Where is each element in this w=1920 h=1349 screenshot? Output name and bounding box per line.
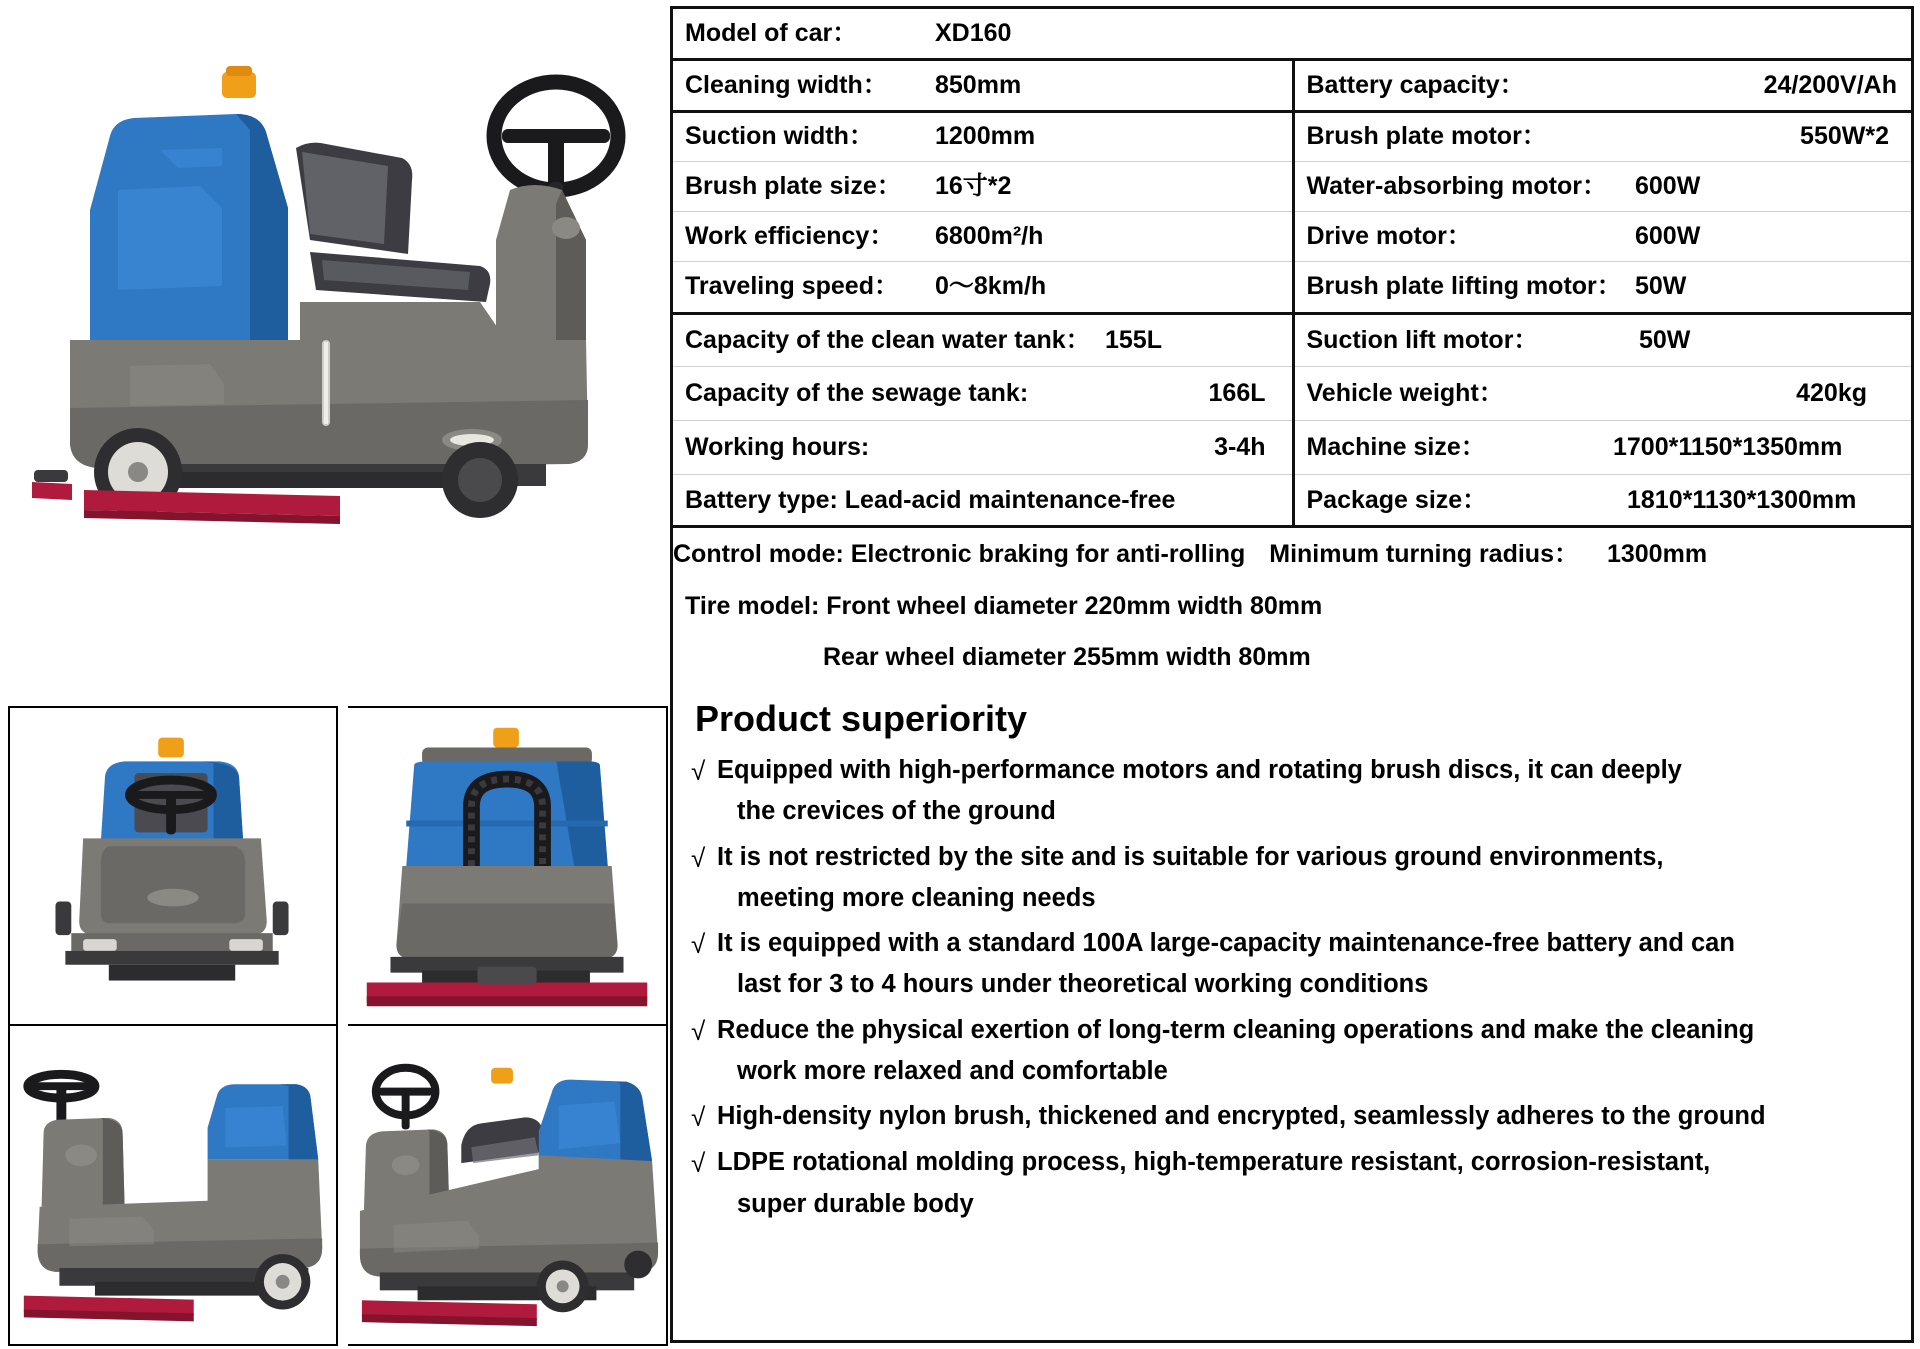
- list-item: [691, 1096, 1901, 1138]
- spec-label: Working hours:: [673, 421, 1093, 475]
- list-item: [691, 1010, 1901, 1093]
- list-item-text: [717, 1096, 1766, 1137]
- spec-value: 850mm: [923, 59, 1293, 111]
- turning-radius-label: Minimum turning radius：: [1269, 540, 1579, 568]
- list-item-line1: High-density nylon brush, thickened and encrypted, seamlessly adheres to the ground: [717, 1102, 1766, 1131]
- spec-value: 600W: [1623, 161, 1911, 211]
- spec-label: Cleaning width：: [673, 59, 923, 111]
- spec-value: 0～8km/h: [923, 261, 1293, 313]
- table-row: [673, 367, 1911, 421]
- product-photo-front: [8, 706, 338, 1026]
- list-item-text: [717, 1142, 1710, 1225]
- product-photo-side: [8, 1026, 338, 1346]
- check-icon: √: [691, 842, 706, 873]
- check-icon: √: [691, 929, 706, 960]
- specification-panel: [670, 6, 1914, 1343]
- spec-value: 1700*1150*1350mm: [1603, 421, 1911, 475]
- list-item: [691, 837, 1901, 920]
- spec-label: Machine size：: [1293, 421, 1603, 475]
- list-item-text: [717, 837, 1664, 920]
- list-item-line1: LDPE rotational molding process, high-temperature resistant, corrosion-resistant,: [717, 1148, 1711, 1177]
- spec-table-top: [673, 9, 1911, 315]
- product-photo-main: [0, 0, 668, 700]
- spec-value: [1623, 9, 1911, 59]
- check-icon: √: [691, 756, 706, 786]
- spec-label: Model of car：: [673, 9, 923, 59]
- table-row: [673, 111, 1911, 161]
- spec-value: 600W: [1623, 211, 1911, 261]
- freeform-spec-block: [673, 528, 1911, 672]
- table-row: [673, 421, 1911, 475]
- product-photo-angle: [348, 1026, 668, 1346]
- spec-label: Drive motor：: [1293, 211, 1623, 261]
- spec-label: Vehicle weight：: [1293, 367, 1603, 421]
- spec-label: Battery type: Lead-acid maintenance-free: [673, 475, 1293, 527]
- list-item-text: [717, 1010, 1754, 1093]
- product-superiority-list: [673, 750, 1911, 1225]
- tire-front-text: Tire model: Front wheel diameter 220mm width 80mm: [685, 592, 1323, 620]
- spec-value: 24/200V/Ah: [1623, 59, 1911, 111]
- control-mode-row: [673, 534, 1911, 570]
- spec-label: Package size：: [1293, 475, 1603, 527]
- spec-value: 155L: [1093, 315, 1293, 367]
- spec-value: 50W: [1623, 261, 1911, 313]
- list-item: [691, 750, 1901, 833]
- table-row: [673, 161, 1911, 211]
- table-row: [673, 211, 1911, 261]
- table-row: [673, 9, 1911, 59]
- product-photo-rear: [348, 706, 668, 1026]
- spec-label: Brush plate size：: [673, 161, 923, 211]
- spec-value: XD160: [923, 9, 1293, 59]
- control-mode-text: Control mode: Electronic braking for anti-rolling: [673, 540, 1246, 568]
- table-row: [673, 59, 1911, 111]
- spec-label: Suction lift motor：: [1293, 315, 1603, 367]
- table-row: [673, 261, 1911, 313]
- spec-label: Brush plate motor：: [1293, 111, 1623, 161]
- check-icon: √: [691, 1148, 706, 1179]
- list-item-text: [717, 750, 1682, 833]
- spec-value: 16寸*2: [923, 161, 1293, 211]
- spec-value: 6800m²/h: [923, 211, 1293, 261]
- tire-rear-text: Rear wheel diameter 255mm width 80mm: [823, 643, 1311, 671]
- list-item-text: [717, 923, 1735, 1006]
- spec-value: 166L: [1093, 367, 1293, 421]
- spec-label: Water-absorbing motor：: [1293, 161, 1623, 211]
- table-row: [673, 315, 1911, 367]
- spec-value: 3-4h: [1093, 421, 1293, 475]
- list-item: [691, 923, 1901, 1006]
- list-item-line2: last for 3 to 4 hours under theoretical working conditions: [737, 970, 1429, 999]
- list-item-line2: work more relaxed and comfortable: [737, 1057, 1168, 1086]
- product-image-gallery: [0, 0, 670, 1349]
- list-item-line1: It is equipped with a standard 100A large-capacity maintenance-free battery and can: [717, 929, 1735, 958]
- check-icon: √: [691, 1015, 706, 1046]
- list-item-line1: Equipped with high-performance motors and rotating brush discs, it can deeply: [717, 756, 1682, 784]
- check-icon: √: [691, 1102, 706, 1133]
- list-item-line2: the crevices of the ground: [737, 797, 1056, 826]
- spec-label: Traveling speed：: [673, 261, 923, 313]
- spec-label: [1293, 9, 1623, 59]
- spec-table-mid: [673, 315, 1911, 529]
- turning-radius-value: 1300mm: [1606, 540, 1708, 568]
- spec-label: Capacity of the clean water tank：: [673, 315, 1093, 367]
- table-row: [673, 475, 1911, 527]
- spec-value: 1200mm: [923, 111, 1293, 161]
- spec-label: Capacity of the sewage tank:: [673, 367, 1093, 421]
- spec-label: Suction width：: [673, 111, 923, 161]
- spec-value: 1810*1130*1300mm: [1603, 475, 1911, 527]
- spec-label: Brush plate lifting motor：: [1293, 261, 1623, 313]
- product-superiority-title: Product superiority: [695, 698, 1028, 739]
- spec-label: Battery capacity：: [1293, 59, 1623, 111]
- list-item-line2: super durable body: [737, 1189, 974, 1218]
- spec-value: 550W*2: [1623, 111, 1911, 161]
- spec-value: 50W: [1603, 315, 1911, 367]
- list-item-line2: meeting more cleaning needs: [737, 883, 1096, 912]
- spec-label: Work efficiency：: [673, 211, 923, 261]
- list-item-line1: It is not restricted by the site and is suitable for various ground environments,: [717, 842, 1664, 871]
- spec-value: 420kg: [1603, 367, 1911, 421]
- list-item: [691, 1142, 1901, 1225]
- list-item-line1: Reduce the physical exertion of long-term cleaning operations and make the cleaning: [717, 1015, 1755, 1044]
